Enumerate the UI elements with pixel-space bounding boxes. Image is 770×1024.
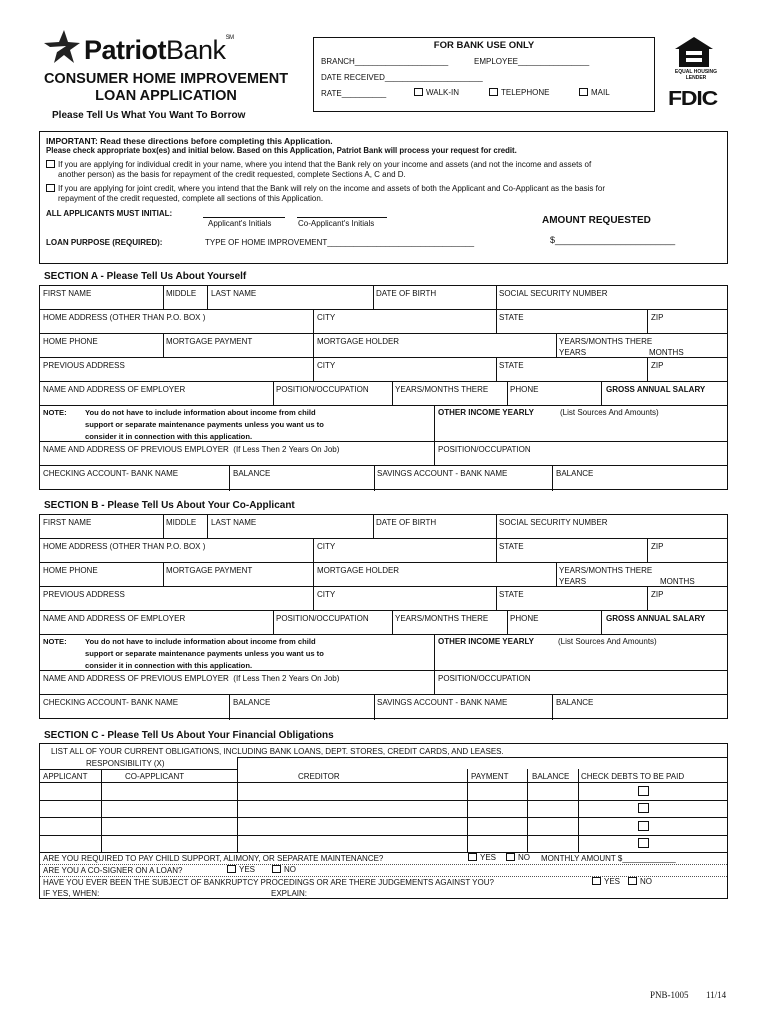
- a-gross-salary-field[interactable]: GROSS ANNUAL SALARY: [606, 385, 706, 394]
- cosigner-no-checkbox[interactable]: [272, 865, 281, 873]
- joint-credit-checkbox[interactable]: [46, 184, 55, 192]
- b-list-sources-label: (List Sources And Amounts): [558, 637, 657, 646]
- form-title-line2: LOAN APPLICATION: [95, 88, 237, 104]
- walk-in-checkbox[interactable]: [414, 88, 423, 96]
- if-yes-when-field[interactable]: IF YES, WHEN:: [43, 889, 100, 898]
- b-savings-field[interactable]: SAVINGS ACCOUNT - BANK NAME: [377, 698, 508, 707]
- a-zip-field[interactable]: ZIP: [651, 313, 664, 322]
- support-yes-label: YES: [480, 853, 497, 862]
- mail-checkbox[interactable]: [579, 88, 588, 96]
- must-initial-label: ALL APPLICANTS MUST INITIAL:: [46, 209, 173, 218]
- amount-requested-field[interactable]: $________________________: [550, 235, 676, 245]
- b-other-income-field[interactable]: OTHER INCOME YEARLY: [438, 637, 535, 646]
- a-employer-field[interactable]: NAME AND ADDRESS OF EMPLOYER: [43, 385, 186, 394]
- monthly-amount-field[interactable]: MONTHLY AMOUNT $____________: [541, 854, 676, 863]
- coapplicant-initials-line[interactable]: [297, 217, 387, 218]
- b-note-line2: support or separate maintenance payments unless you want us to: [85, 649, 324, 658]
- b-prev-city-field[interactable]: CITY: [317, 590, 336, 599]
- a-note-line1: You do not have to include information about income from child: [85, 408, 316, 417]
- section-b-heading: SECTION B - Please Tell Us About Your Co-Applicant: [44, 500, 295, 511]
- a-prev-position-field[interactable]: POSITION/OCCUPATION: [438, 445, 531, 454]
- patriot-star-logo-icon: [44, 30, 80, 64]
- b-zip-field[interactable]: ZIP: [651, 542, 664, 551]
- branch-field[interactable]: BRANCH_____________________: [321, 57, 449, 66]
- bankruptcy-question: HAVE YOU EVER BEEN THE SUBJECT OF BANKRUPTCY PROCEDINGS OR ARE THERE JUDGEMENTS AGAINST YOU?: [43, 878, 494, 887]
- b-prev-zip-field[interactable]: ZIP: [651, 590, 664, 599]
- telephone-label: TELEPHONE: [501, 88, 550, 97]
- b-note-label: NOTE:: [43, 637, 67, 646]
- walk-in-label: WALK-IN: [426, 88, 460, 97]
- a-list-sources-label: (List Sources And Amounts): [560, 408, 659, 417]
- b-last-name-field[interactable]: LAST NAME: [211, 518, 257, 527]
- b-first-name-field[interactable]: FIRST NAME: [43, 518, 92, 527]
- debt-row-2-checkbox[interactable]: [638, 803, 649, 813]
- employee-field[interactable]: EMPLOYEE________________: [474, 57, 590, 66]
- balance-col-header: BALANCE: [532, 772, 570, 781]
- b-mortgage-holder-field[interactable]: MORTGAGE HOLDER: [317, 566, 400, 575]
- a-prev-zip-field[interactable]: ZIP: [651, 361, 664, 370]
- fdic-logo: FDIC: [668, 88, 718, 110]
- b-prev-state-field[interactable]: STATE: [499, 590, 524, 599]
- cosigner-question: ARE YOU A CO-SIGNER ON A LOAN?: [43, 866, 183, 875]
- a-dob-field[interactable]: DATE OF BIRTH: [376, 289, 437, 298]
- support-yes-checkbox[interactable]: [468, 853, 477, 861]
- support-no-label: NO: [518, 853, 530, 862]
- section-a-heading: SECTION A - Please Tell Us About Yourself: [44, 271, 247, 282]
- creditor-col-header: CREDITOR: [298, 772, 340, 781]
- cosigner-yes-checkbox[interactable]: [227, 865, 236, 873]
- individual-credit-text-2: another person) as the basis for repayment of the credit requested, complete Sections A, C and D.: [58, 170, 406, 179]
- a-position-field[interactable]: POSITION/OCCUPATION: [276, 385, 369, 394]
- important-heading: IMPORTANT: Read these directions before completing this Application.: [46, 136, 333, 146]
- rate-field[interactable]: RATE__________: [321, 89, 387, 98]
- b-note-line1: You do not have to include information about income from child: [85, 637, 316, 646]
- a-savings-balance-field[interactable]: BALANCE: [556, 469, 594, 478]
- a-ym-there-field[interactable]: YEARS/MONTHS THERE: [395, 385, 489, 394]
- a-savings-field[interactable]: SAVINGS ACCOUNT - BANK NAME: [377, 469, 508, 478]
- b-prev-position-field[interactable]: POSITION/OCCUPATION: [438, 674, 531, 683]
- cosigner-no-label: NO: [284, 865, 296, 874]
- section-a-grid: [39, 285, 728, 490]
- loan-purpose-label: LOAN PURPOSE (REQUIRED):: [46, 238, 163, 247]
- important-subheading: Please check appropriate box(es) and initial below. Based on this Application, Patriot Bank will process your request for credit.: [46, 146, 517, 155]
- b-phone-field[interactable]: PHONE: [510, 614, 539, 623]
- bankruptcy-yes-label: YES: [604, 877, 621, 886]
- a-years-field[interactable]: YEARS: [559, 348, 587, 357]
- a-note-label: NOTE:: [43, 408, 67, 417]
- debt-row-3-checkbox[interactable]: [638, 821, 649, 831]
- b-ym-there-field[interactable]: YEARS/MONTHS THERE: [395, 614, 489, 623]
- a-note-line3: consider it in connection with this application.: [85, 432, 253, 441]
- a-middle-field[interactable]: MIDDLE: [166, 289, 197, 298]
- a-prev-state-field[interactable]: STATE: [499, 361, 524, 370]
- debt-row-4-checkbox[interactable]: [638, 838, 649, 848]
- mail-label: MAIL: [591, 88, 610, 97]
- b-note-line3: consider it in connection with this application.: [85, 661, 253, 670]
- a-note-line2: support or separate maintenance payments unless you want us to: [85, 420, 324, 429]
- b-checking-balance-field[interactable]: BALANCE: [233, 698, 271, 707]
- a-mortgage-payment-field[interactable]: MORTGAGE PAYMENT: [166, 337, 253, 346]
- a-phone-field[interactable]: PHONE: [510, 385, 539, 394]
- date-received-field[interactable]: DATE RECEIVED______________________: [321, 73, 483, 82]
- b-savings-balance-field[interactable]: BALANCE: [556, 698, 594, 707]
- a-last-name-field[interactable]: LAST NAME: [211, 289, 257, 298]
- b-gross-salary-field[interactable]: GROSS ANNUAL SALARY: [606, 614, 706, 623]
- form-number: PNB-1005: [650, 990, 689, 1000]
- a-checking-field[interactable]: CHECKING ACCOUNT- BANK NAME: [43, 469, 179, 478]
- telephone-checkbox[interactable]: [489, 88, 498, 96]
- applicant-initials-line[interactable]: [203, 217, 285, 218]
- a-home-phone-field[interactable]: HOME PHONE: [43, 337, 98, 346]
- form-subtitle: Please Tell Us What You Want To Borrow: [52, 110, 246, 121]
- individual-credit-checkbox[interactable]: [46, 160, 55, 168]
- a-prev-employer-field[interactable]: NAME AND ADDRESS OF PREVIOUS EMPLOYER (If Less Then 2 Years On Job): [43, 445, 340, 454]
- debt-row-1-checkbox[interactable]: [638, 786, 649, 796]
- form-title: CONSUMER HOME IMPROVEMENT: [43, 71, 289, 87]
- support-no-checkbox[interactable]: [506, 853, 515, 861]
- coapplicant-initials-label: Co-Applicant's Initials: [298, 219, 375, 228]
- cosigner-yes-label: YES: [239, 865, 256, 874]
- amount-requested-label: AMOUNT REQUESTED: [542, 215, 651, 226]
- section-c-table: [39, 743, 728, 899]
- a-city-field[interactable]: CITY: [317, 313, 336, 322]
- b-ssn-field[interactable]: SOCIAL SECURITY NUMBER: [499, 518, 608, 527]
- a-first-name-field[interactable]: FIRST NAME: [43, 289, 92, 298]
- a-ssn-field[interactable]: SOCIAL SECURITY NUMBER: [499, 289, 608, 298]
- child-support-question: ARE YOU REQUIRED TO PAY CHILD SUPPORT, ALIMONY, OR SEPARATE MAINTENANCE?: [43, 854, 384, 863]
- check-debts-col-header: CHECK DEBTS TO BE PAID: [581, 772, 685, 781]
- b-mortgage-payment-field[interactable]: MORTGAGE PAYMENT: [166, 566, 253, 575]
- bankruptcy-no-label: NO: [640, 877, 652, 886]
- individual-credit-text: If you are applying for individual credit in your name, where you intend that the Bank rely on your income and assets (and not the income and assets of: [58, 160, 592, 169]
- section-c-heading: SECTION C - Please Tell Us About Your Financial Obligations: [44, 730, 334, 741]
- a-checking-balance-field[interactable]: BALANCE: [233, 469, 271, 478]
- applicant-col-header: APPLICANT: [43, 772, 88, 781]
- a-mortgage-holder-field[interactable]: MORTGAGE HOLDER: [317, 337, 400, 346]
- a-years-months-there-label: YEARS/MONTHS THERE: [559, 337, 653, 346]
- b-city-field[interactable]: CITY: [317, 542, 336, 551]
- b-previous-address-field[interactable]: PREVIOUS ADDRESS: [43, 590, 125, 599]
- joint-credit-text: If you are applying for joint credit, where you intend that the Bank will rely on the income and assets of both the Applicant and Co-Applicant as the basis for: [58, 184, 605, 193]
- bank-logo-wordmark: PatriotBank℠: [84, 35, 234, 65]
- a-other-income-field[interactable]: OTHER INCOME YEARLY: [438, 408, 535, 417]
- b-home-phone-field[interactable]: HOME PHONE: [43, 566, 98, 575]
- type-of-improvement-field[interactable]: TYPE OF HOME IMPROVEMENT_________________________________: [205, 238, 475, 247]
- b-middle-field[interactable]: MIDDLE: [166, 518, 197, 527]
- b-prev-employer-field[interactable]: NAME AND ADDRESS OF PREVIOUS EMPLOYER (If Less Then 2 Years On Job): [43, 674, 340, 683]
- explain-field[interactable]: EXPLAIN:: [271, 889, 308, 898]
- bankruptcy-no-checkbox[interactable]: [628, 877, 637, 885]
- section-b-grid: [39, 514, 728, 719]
- list-obligations-label: LIST ALL OF YOUR CURRENT OBLIGATIONS, INCLUDING BANK LOANS, DEPT. STORES, CREDIT CARDS, AND LEASES.: [51, 747, 504, 756]
- bankruptcy-yes-checkbox[interactable]: [592, 877, 601, 885]
- form-revision: 11/14: [706, 990, 727, 1000]
- payment-col-header: PAYMENT: [471, 772, 509, 781]
- b-dob-field[interactable]: DATE OF BIRTH: [376, 518, 437, 527]
- equal-housing-caption: EQUAL HOUSING LENDER: [674, 69, 718, 81]
- coapplicant-col-header: CO-APPLICANT: [125, 772, 185, 781]
- responsibility-label: RESPONSIBILITY (X): [86, 759, 165, 768]
- equal-housing-house-icon: [674, 36, 714, 68]
- b-position-field[interactable]: POSITION/OCCUPATION: [276, 614, 369, 623]
- a-previous-address-field[interactable]: PREVIOUS ADDRESS: [43, 361, 125, 370]
- b-employer-field[interactable]: NAME AND ADDRESS OF EMPLOYER: [43, 614, 186, 623]
- b-checking-field[interactable]: CHECKING ACCOUNT- BANK NAME: [43, 698, 179, 707]
- a-months-field[interactable]: MONTHS: [649, 348, 684, 357]
- a-prev-city-field[interactable]: CITY: [317, 361, 336, 370]
- b-months-field[interactable]: MONTHS: [660, 577, 695, 586]
- b-home-address-field[interactable]: HOME ADDRESS (OTHER THAN P.O. BOX ): [43, 542, 206, 551]
- important-directions-box: [39, 131, 728, 264]
- a-state-field[interactable]: STATE: [499, 313, 524, 322]
- b-years-field[interactable]: YEARS: [559, 577, 587, 586]
- bank-use-only-box: [313, 37, 655, 112]
- b-state-field[interactable]: STATE: [499, 542, 524, 551]
- a-home-address-field[interactable]: HOME ADDRESS (OTHER THAN P.O. BOX ): [43, 313, 206, 322]
- b-years-months-there-label: YEARS/MONTHS THERE: [559, 566, 653, 575]
- applicant-initials-label: Applicant's Initials: [208, 219, 272, 228]
- joint-credit-text-2: repayment of the credit requested, complete all sections of this Application.: [58, 194, 324, 203]
- bank-use-header: FOR BANK USE ONLY: [433, 40, 535, 51]
